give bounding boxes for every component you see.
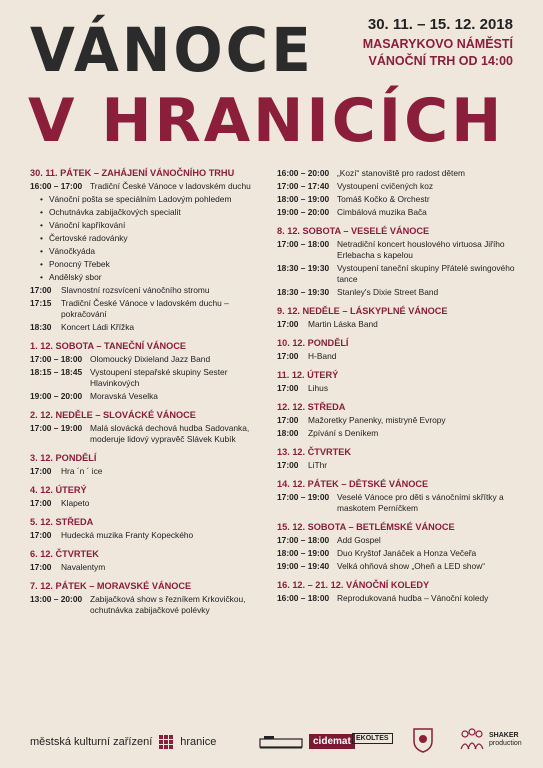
program-event <box>277 181 522 192</box>
program-day-heading: 9. 12. NEDĚLE – LÁSKYPLNÉ VÁNOCE <box>277 306 448 316</box>
program-event <box>30 530 270 541</box>
event-description: Tomáš Kočko & Orchestr <box>337 194 430 204</box>
event-description: Vystoupení taneční skupiny Přátelé swingového tance <box>337 263 515 284</box>
program-event <box>30 322 270 333</box>
event-market-time: VÁNOČNÍ TRH OD 14:00 <box>368 54 513 68</box>
event-description: LiThr <box>308 460 328 470</box>
event-description: Hra ´n ´ ice <box>61 466 103 476</box>
event-time: 19:00 – 20:00 <box>30 391 83 401</box>
program-event <box>277 415 522 426</box>
event-description: Vystoupení cvičených koz <box>337 181 434 191</box>
event-description: Reprodukovaná hudba – Vánoční koledy <box>337 593 489 603</box>
program-day-section <box>277 447 522 471</box>
event-description: Tradiční České Vánoce v ladovském duchu – pokračování <box>61 298 229 319</box>
event-description: Zpívání s Deníkem <box>308 428 379 438</box>
event-time: 17:00 <box>277 351 299 361</box>
event-description: Navalentym <box>61 562 106 572</box>
program-day-heading: 5. 12. STŘEDA <box>30 517 94 527</box>
program-day-heading: 15. 12. SOBOTA – BETLÉMSKÉ VÁNOCE <box>277 522 455 532</box>
event-time: 17:00 <box>30 498 52 508</box>
event-time: 17:00 <box>277 319 299 329</box>
event-time: 19:00 – 20:00 <box>277 207 330 217</box>
program-day-heading: 6. 12. ČTVRTEK <box>30 549 99 559</box>
program-day-section <box>277 479 522 514</box>
event-description: Malá slovácká dechová hudba Sadovanka, moderuje lidový vypravěč Slávek Kubík <box>90 423 250 444</box>
event-time: 18:00 <box>277 428 299 438</box>
program-bullet-item: • Čertovské radovánky <box>40 233 270 244</box>
program-day-heading: 7. 12. PÁTEK – MORAVSKÉ VÁNOCE <box>30 581 192 591</box>
program-day-heading: 12. 12. STŘEDA <box>277 402 346 412</box>
program-event <box>277 263 522 285</box>
event-dates: 30. 11. – 15. 12. 2018 <box>367 16 513 33</box>
program-day-section <box>277 306 522 330</box>
program-day-heading: 8. 12. SOBOTA – VESELÉ VÁNOCE <box>277 226 430 236</box>
program-day-heading: 13. 12. ČTVRTEK <box>277 447 352 457</box>
footer-logos <box>0 727 543 757</box>
event-description: Duo Kryštof Janáček a Honza Večeřa <box>337 548 477 558</box>
program-day-heading: 14. 12. PÁTEK – DĚTSKÉ VÁNOCE <box>277 479 429 489</box>
program-event <box>277 287 522 298</box>
event-time: 17:00 <box>30 562 52 572</box>
program-event <box>277 428 522 439</box>
event-time: 16:00 – 20:00 <box>277 168 330 178</box>
program-day-section <box>30 453 270 477</box>
event-time: 17:00 – 18:00 <box>30 354 83 364</box>
program-day-heading: 2. 12. NEDĚLE – SLOVÁCKÉ VÁNOCE <box>30 410 196 420</box>
program-event <box>277 239 522 261</box>
event-time: 18:30 <box>30 322 52 332</box>
event-description: „Kozí“ stanoviště pro radost dětem <box>337 168 466 178</box>
event-time: 17:00 <box>30 530 52 540</box>
event-description: Hudecká muzika Franty Kopeckého <box>61 530 194 540</box>
program-event <box>30 391 270 402</box>
program-event <box>277 460 522 471</box>
program-event <box>277 593 522 604</box>
program-day-section <box>30 341 270 402</box>
event-time: 18:30 – 19:30 <box>277 287 330 297</box>
program-event <box>277 207 522 218</box>
program-day-section <box>277 580 522 604</box>
mkz-grid-icon <box>159 735 173 749</box>
event-time: 18:00 – 19:00 <box>277 548 330 558</box>
shaker-logo-sub: production <box>489 740 522 747</box>
program-event <box>277 168 522 179</box>
program-day-section <box>277 338 522 362</box>
event-time: 17:00 – 18:00 <box>277 239 330 249</box>
people-logo-icon <box>458 727 486 753</box>
train-logo-icon <box>258 735 304 749</box>
program-bullet-item: • Andělský sbor <box>40 272 270 283</box>
program-event <box>30 423 270 445</box>
event-info <box>363 16 513 71</box>
event-time: 18:00 – 19:00 <box>277 194 330 204</box>
program-event <box>30 594 270 616</box>
program-event <box>277 383 522 394</box>
program-day-section <box>30 410 270 445</box>
event-description: Vystoupení stepařské skupiny Sester Hlavinkových <box>90 367 228 388</box>
program-event <box>30 181 270 192</box>
program-event <box>277 351 522 362</box>
program-day-section <box>30 581 270 616</box>
mkz-logo <box>30 735 216 749</box>
program-day-heading: 11. 12. ÚTERÝ <box>277 370 339 380</box>
event-description: Velká ohňová show „Oheň a LED show“ <box>337 561 486 571</box>
program-day-section <box>277 226 522 298</box>
event-time: 19:00 – 19:40 <box>277 561 330 571</box>
event-time: 17:00 – 18:00 <box>277 535 330 545</box>
event-description: Slavnostní rozsvícení vánočního stromu <box>61 285 210 295</box>
event-time: 17:15 <box>30 298 52 308</box>
event-description: Netradiční koncert houslového virtuosa Jiřího Erlebacha s kapelou <box>337 239 505 260</box>
event-description: Olomoucký Dixieland Jazz Band <box>90 354 211 364</box>
event-description: Cimbálová muzika Bača <box>337 207 427 217</box>
event-description: Lihus <box>308 383 329 393</box>
title-line-2: V HRANICÍCH <box>28 86 505 156</box>
event-description: Koncert Ládi Křížka <box>61 322 135 332</box>
program-day-section <box>277 370 522 394</box>
program-event <box>277 194 522 205</box>
program-event <box>30 354 270 365</box>
shaker-logo <box>489 732 522 748</box>
program-day-section <box>30 549 270 573</box>
event-description: Mažoretky Panenky, mistryně Evropy <box>308 415 446 425</box>
event-time: 18:15 – 18:45 <box>30 367 83 377</box>
program-event <box>30 285 270 296</box>
program-event <box>277 319 522 330</box>
program-day-heading: 10. 12. PONDĚLÍ <box>277 338 349 348</box>
event-time: 16:00 – 18:00 <box>277 593 330 603</box>
program-day-heading: 3. 12. PONDĚLÍ <box>30 453 97 463</box>
city-crest-icon <box>412 727 434 753</box>
event-time: 17:00 – 19:00 <box>30 423 83 433</box>
event-description: Veselé Vánoce pro děti s vánočními skřítky a maskotem Perníčkem <box>337 492 504 513</box>
program-day-heading: 30. 11. PÁTEK – ZAHÁJENÍ VÁNOČNÍHO TRHU <box>30 168 235 178</box>
event-time: 13:00 – 20:00 <box>30 594 83 604</box>
program-bullet-item: • Ochutnávka zabijačkových specialit <box>40 207 270 218</box>
program-event <box>30 367 270 389</box>
program-right-column <box>277 168 522 612</box>
title-line-1: VÁNOCE <box>30 14 314 86</box>
program-bullet-item: • Vánočkyáda <box>40 246 270 257</box>
cidemat-logo: cidemat <box>309 734 355 749</box>
event-description: Zabijačková show s řezníkem Krkovičkou, ochutnávka zabijačkové polévky <box>90 594 246 615</box>
program-day-heading: 1. 12. SOBOTA – TANEČNÍ VÁNOCE <box>30 341 187 351</box>
event-description: Martin Láska Band <box>308 319 378 329</box>
program-event <box>30 466 270 477</box>
program-left-column <box>30 168 270 624</box>
event-time: 17:00 <box>277 383 299 393</box>
program-bullet-item: • Vánoční kapříkování <box>40 220 270 231</box>
shaker-logo-name: SHAKER <box>489 732 519 739</box>
program-day-section <box>277 522 522 572</box>
program-bullet-item: • Ponocný Třebek <box>40 259 270 270</box>
event-description: H-Band <box>308 351 337 361</box>
program-event <box>277 492 522 514</box>
event-description: Add Gospel <box>337 535 381 545</box>
event-time: 17:00 <box>30 466 52 476</box>
program-day-section <box>30 168 270 333</box>
program-day-section <box>30 517 270 541</box>
program-event <box>277 561 522 572</box>
program-day-section <box>277 168 522 218</box>
event-time: 17:00 <box>277 460 299 470</box>
program-day-heading: 16. 12. – 21. 12. VÁNOČNÍ KOLEDY <box>277 580 430 590</box>
event-description: Tradiční České Vánoce v ladovském duchu <box>90 181 251 191</box>
program-day-section <box>30 485 270 509</box>
program-day-section <box>277 402 522 439</box>
event-description: Moravská Veselka <box>90 391 158 401</box>
event-time: 16:00 – 17:00 <box>30 181 83 191</box>
mkz-logo-text-left: městská kulturní zařízení <box>30 736 153 748</box>
ekoltes-logo: EKOLTES <box>352 733 393 744</box>
event-description: Klapeto <box>61 498 90 508</box>
event-place: MASARYKOVO NÁMĚSTÍ <box>362 37 513 51</box>
program-day-heading: 4. 12. ÚTERÝ <box>30 485 87 495</box>
program-event <box>277 535 522 546</box>
event-time: 17:00 <box>277 415 299 425</box>
program-event <box>277 548 522 559</box>
program-event <box>30 562 270 573</box>
event-time: 17:00 – 19:00 <box>277 492 330 502</box>
event-time: 17:00 – 17:40 <box>277 181 330 191</box>
program-bullet-item: • Vánoční pošta se speciálním Ladovým pohledem <box>40 194 270 205</box>
program-event <box>30 298 270 320</box>
event-time: 17:00 <box>30 285 52 295</box>
event-description: Stanley's Dixie Street Band <box>337 287 439 297</box>
mkz-logo-text-right: hranice <box>180 736 217 748</box>
event-time: 18:30 – 19:30 <box>277 263 330 273</box>
program-event <box>30 498 270 509</box>
